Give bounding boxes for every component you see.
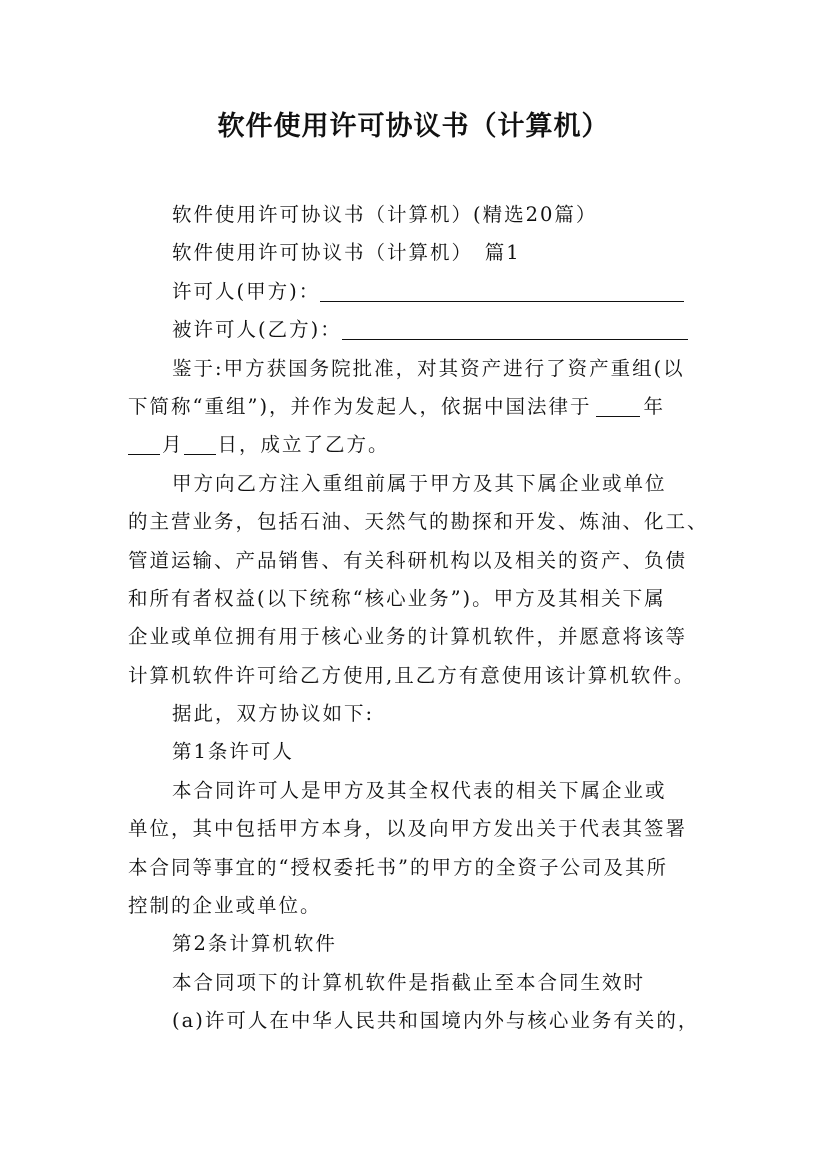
paragraph-line bbox=[128, 426, 704, 464]
month-blank bbox=[128, 432, 160, 455]
paragraph-line: 单位，其中包括甲方本身，以及向甲方发出关于代表其签署 bbox=[128, 817, 688, 841]
article-1-heading: 第1条许可人 bbox=[172, 740, 294, 764]
paragraph-line: 本合同等事宜的“授权委托书”的甲方的全资子公司及其所 bbox=[128, 855, 668, 879]
licensee-blank bbox=[342, 317, 688, 340]
paragraph-line: 管道运输、产品销售、有关科研机构以及相关的资产、负债 bbox=[128, 548, 688, 572]
licensee-line bbox=[128, 311, 704, 349]
paragraph-line bbox=[128, 388, 704, 426]
article-2-heading: 第2条计算机软件 bbox=[172, 932, 337, 956]
paragraph-line: 的主营业务，包括石油、天然气的勘探和开发、炼油、化工、 bbox=[128, 510, 709, 534]
paragraph-line: 本合同许可人是甲方及其全权代表的相关下属企业或 bbox=[172, 778, 667, 802]
subtitle: 软件使用许可协议书（计算机）(精选20篇） bbox=[172, 203, 598, 226]
paragraph-line: 甲方向乙方注入重组前属于甲方及其下属企业或单位 bbox=[172, 471, 667, 495]
paragraph-line: 鉴于:甲方获国务院批准，对其资产进行了资产重组(以 bbox=[172, 356, 685, 380]
paragraph-text: 日，成立了乙方。 bbox=[217, 433, 390, 457]
licensor-blank bbox=[320, 279, 684, 302]
paragraph-line: (a)许可人在中华人民共和国境内外与核心业务有关的， bbox=[172, 1009, 700, 1033]
month-label: 月 bbox=[162, 433, 184, 457]
paragraph-line: 本合同项下的计算机软件是指截止至本合同生效时 bbox=[172, 970, 646, 994]
licensor-line bbox=[128, 273, 704, 311]
day-blank bbox=[184, 432, 216, 455]
paragraph-text: 下简称“重组”)，并作为发起人，依据中国法律于 bbox=[128, 394, 592, 418]
paragraph-line: 控制的企业或单位。 bbox=[128, 894, 322, 918]
document-body bbox=[128, 196, 709, 1041]
part-heading: 软件使用许可协议书（计算机） 篇1 bbox=[172, 241, 521, 265]
paragraph-line: 和所有者权益(以下统称“核心业务”)。甲方及其相关下属 bbox=[128, 586, 666, 610]
licensee-label: 被许可人(乙方)： bbox=[172, 318, 342, 342]
paragraph-line: 企业或单位拥有用于核心业务的计算机软件，并愿意将该等 bbox=[128, 625, 688, 649]
licensor-label: 许可人(甲方)： bbox=[172, 279, 321, 303]
year-label: 年 bbox=[643, 394, 666, 418]
paragraph-line: 计算机软件许可给乙方使用,且乙方有意使用该计算机软件。 bbox=[128, 663, 696, 687]
agreement-line: 据此，双方协议如下: bbox=[172, 702, 375, 726]
year-blank bbox=[596, 394, 640, 417]
document-title: 软件使用许可协议书（计算机） bbox=[217, 111, 610, 142]
